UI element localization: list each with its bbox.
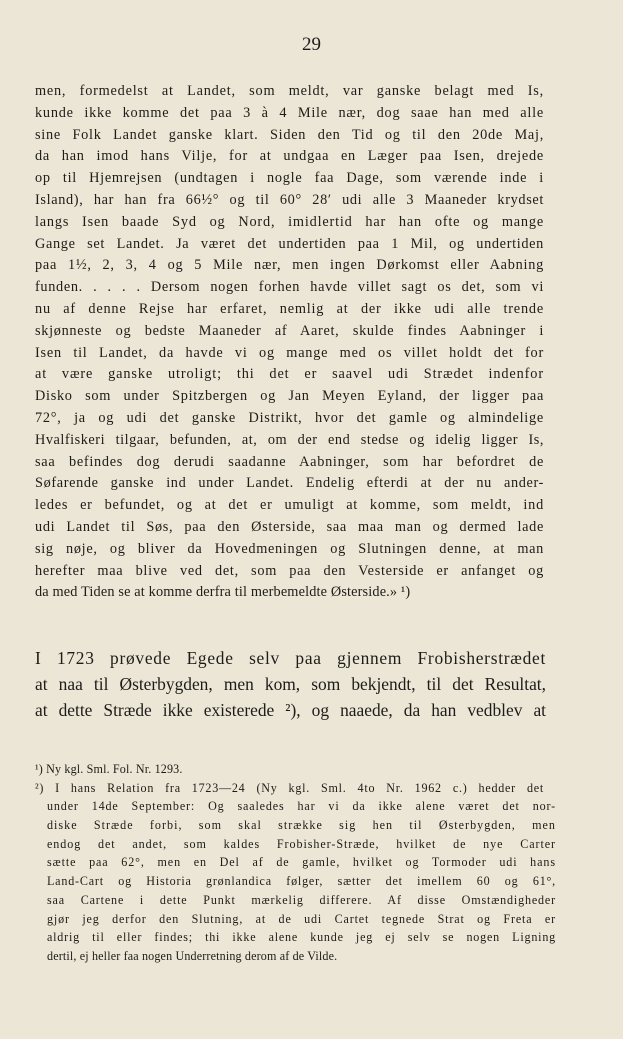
book-page: 29 men, formedelst at Landet, som meldt, var ganske belagt med Is, kunde ikke komme det paa 3 à 4 Mile nær, dog saae han med alle sine Folk Landet ganske klart. Siden den Tid og til den 20de Maj, da han imod hans Vilje, for at undgaa en Læger paa Isen, drejede op til Hjemrejsen (undtagen i nogle faa Dage, som værende inde i Island), har han fra 66½° og til 60° 28′ udi alle 3 Maaneder krydset langs Isen baade Syd og Nord, imidlertid har han ofte og mange Gange set Landet. Ja været det undertiden paa 1 Mil, og undertiden paa 1½, 2, 3, 4 og 5 Mile nær, men ingen Dørkomst eller Aabning funden. . . . . Dersom nogen forhen havde villet sagt os det, som vi nu af denne Rejse har erfaret, nemlig at der ikke udi alle trende skjønneste og bedste Maaneder af Aaret, skulde findes Aabninger i Isen til Landet, da havde vi og mange med os villet holdt det for at være ganske utroligt; thi det er saavel udi Strædet indenfor Disko som under Spitzbergen og Jan Meyen Eyland, der ligger paa 72°, ja og udi det ganske Distrikt, hvor det gamle og almindelige Hvalfiskeri tilgaar, befunden, at, om der end stedse og idelig ligger Is, saa befindes dog derudi saadanne Aabninger, som har befordret de Søfarende ganske ind under Landet. Endelig efterdi at der nu ander- ledes er befundet, og at det er umuligt at komme, som meldt, ind udi Landet til Søs, paa den Østerside, saa maa man og dermed lade sig nøje, og bliver da Hovedmeningen og Slutningen denne, at man herefter maa blive ved det, som paa den Vesterside er anfanget og da med Tiden se at komme derfra til merbemeldte Østerside.» ¹) I 1723 prøvede Egede selv paa gjennem Frobisherstrædet at naa til Østerbygden, men kom, som bekjendt, til det Resultat, at dette Stræde ikke existerede ²), og naaede, da han vedblev at ¹) Ny kgl. Sml. Fol. Nr. 1293. ²) I hans Relation fra 1723—24 (Ny kgl. Sml. 4to Nr. 1962 c.) hedder det under 14de September: Og saaledes har vi da ikke alene været det nor- diske Stræde forbi, som skal strække sig hen til Østerbygden, men endog det andet, som kaldes Frobisher-Stræde, hvilket de nye Carter sætte paa 62°, men en Del af de gamle, hvilket og Tormoder udi hans Land-Cart og Historia grønlandica følger, sætter det imellem 60 og 61°, saa Cartene i dette Punkt mærkelig differere. Af disse Omstændigheder gjør jeg derfor den Slutning, at de udi Cartet tegnede Strat og Freta er aldrig til eller findes; thi ikke alene kunde jeg ej selv se nogen Ligning dertil, ej heller faa nogen Underretning derom af de Vilde. [0,0,623,1039]
page-number: 29 [302,34,321,55]
